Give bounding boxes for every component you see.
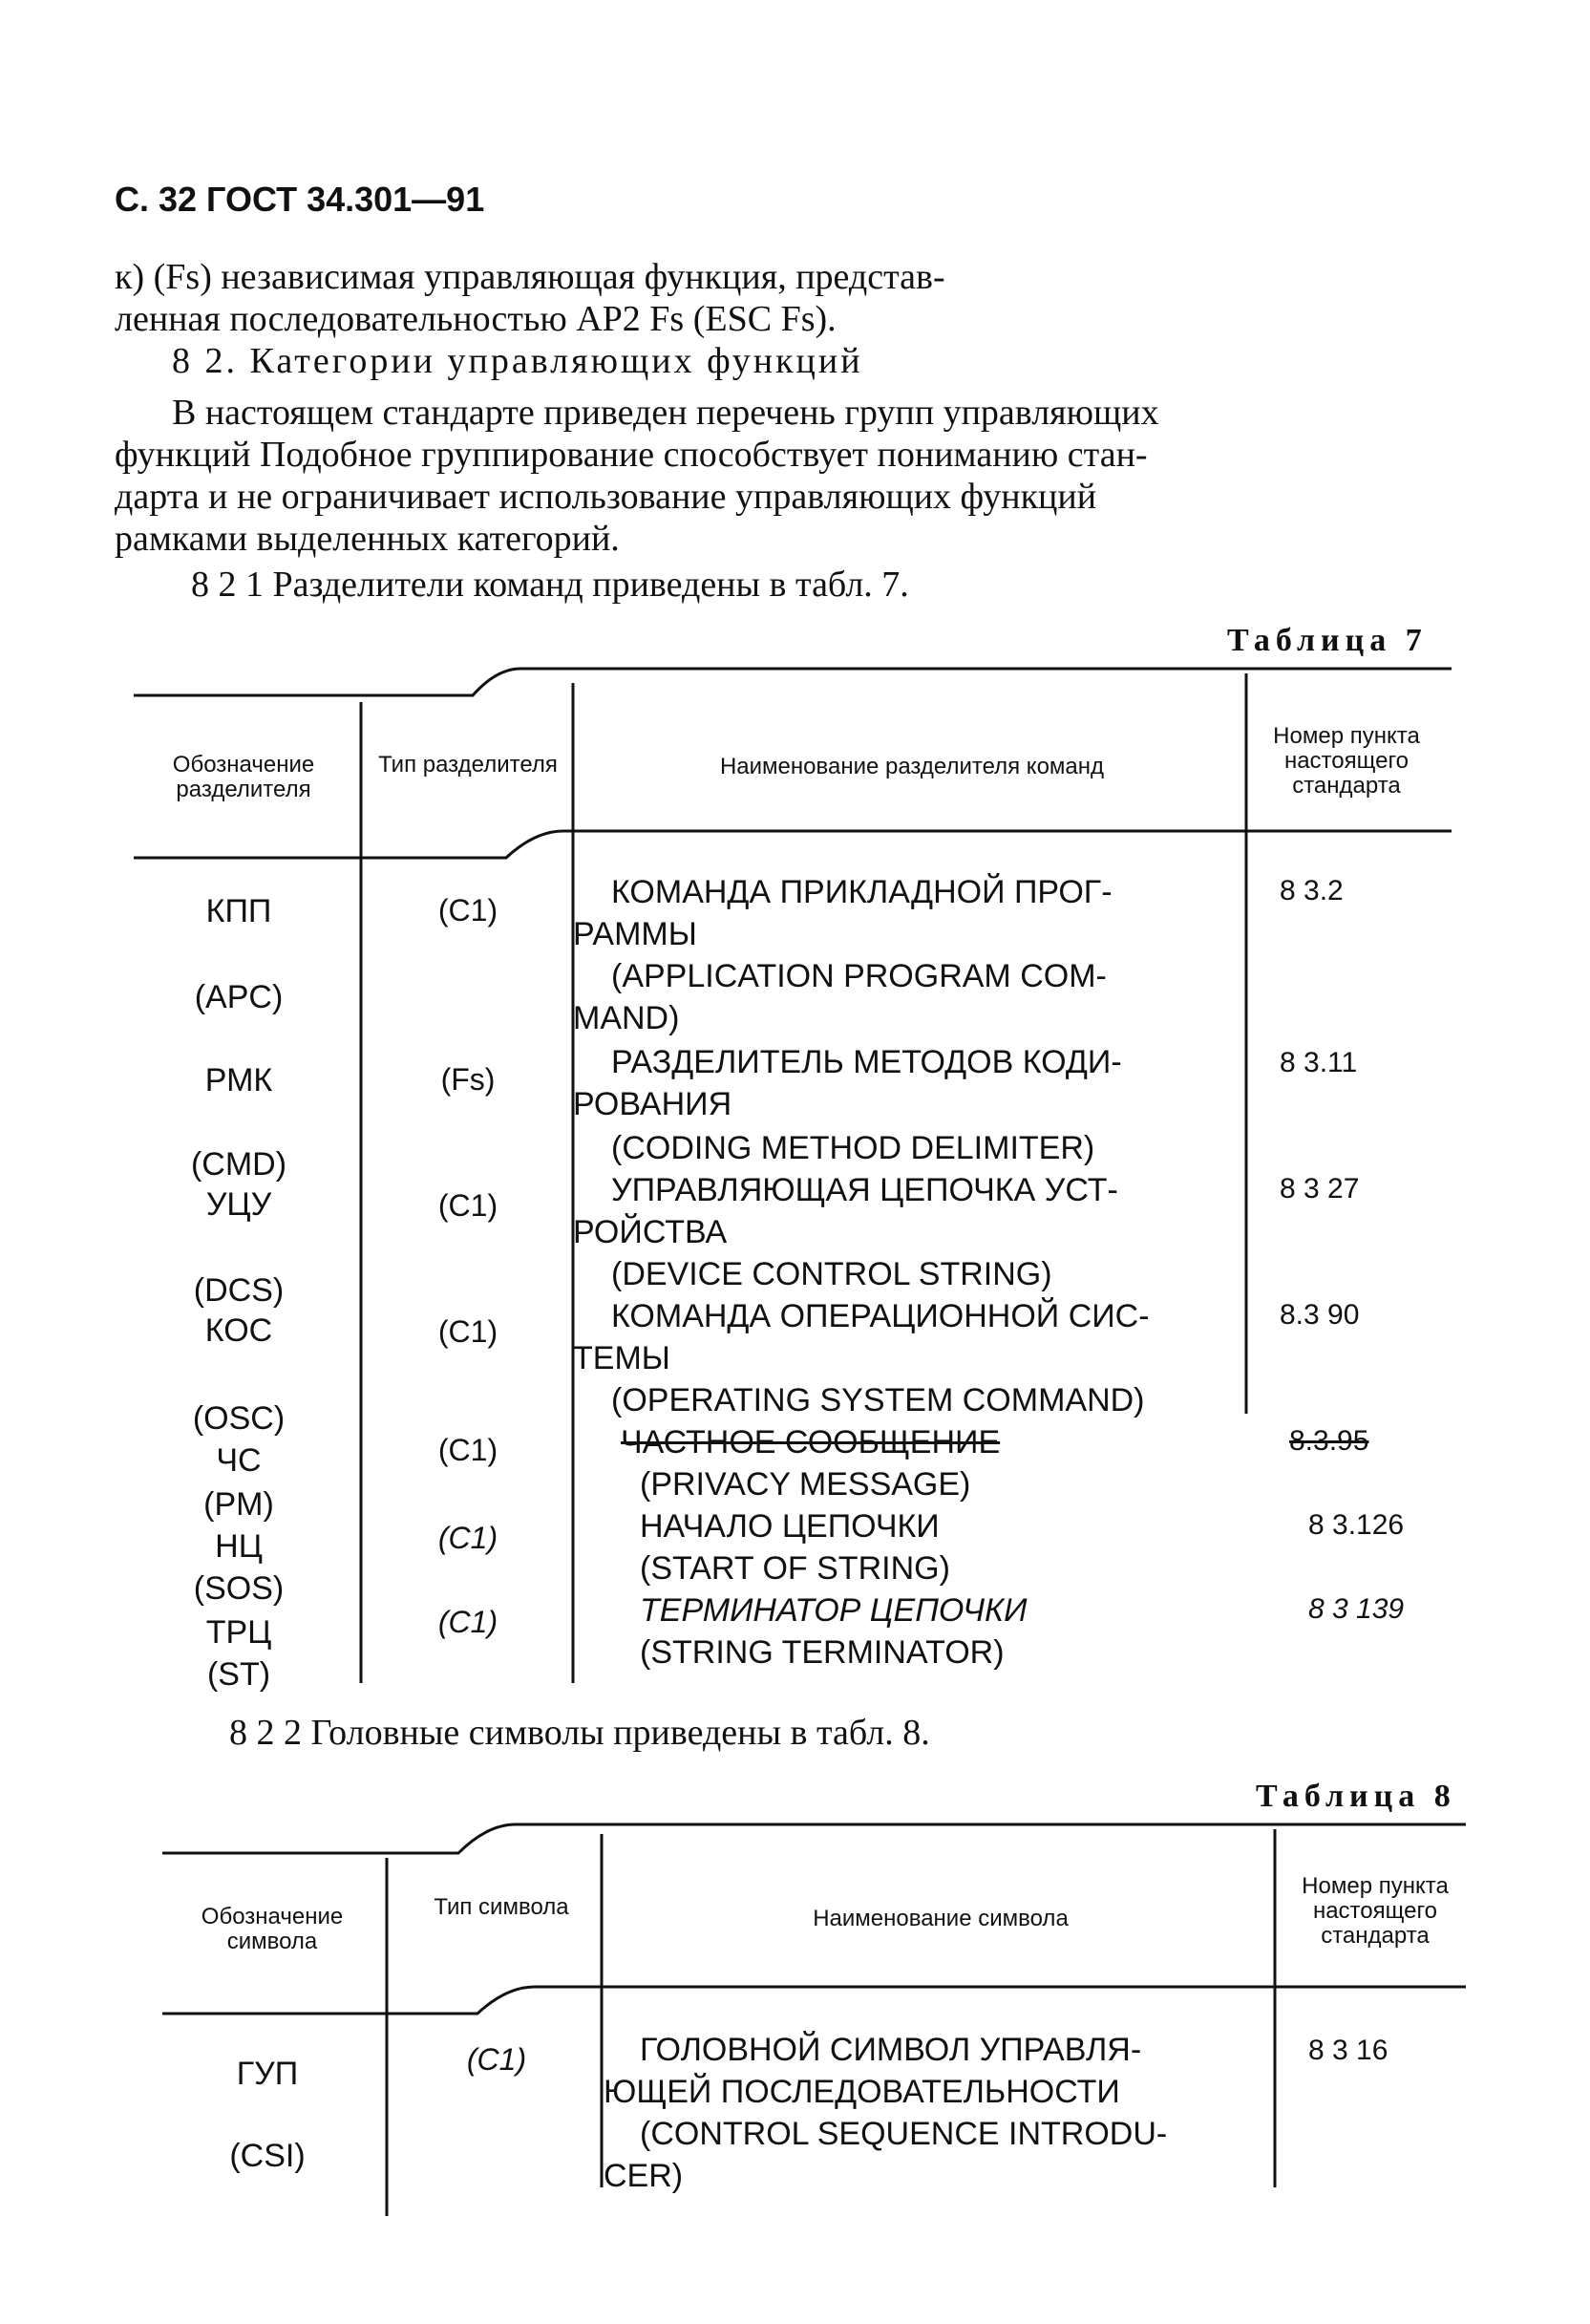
cell-code-en: (CSI) [229,2138,306,2174]
cell-code-en: (ST) [206,1656,271,1693]
cell-code-en: (APC) [194,979,284,1015]
cell-type: (C1) [437,893,498,927]
cell-name: РОЙСТВА [573,1214,728,1250]
cell-num: 8 3.2 [1280,875,1344,906]
text-line: 8 2 2 Головные символы приведены в табл. 8. [229,1713,930,1753]
cell-type: (C1) [437,1521,498,1555]
table8-header-code: Обозначение символа [201,1904,344,1954]
cell-code: ГУП [236,2056,299,2092]
table7-header-name: Наименование разделителя команд [719,754,1105,779]
cell-name: ТЕМЫ [573,1340,670,1376]
cell-name: РОВАНИЯ [573,1086,732,1122]
cell-num: 8.3 90 [1280,1299,1360,1331]
cell-code-en: (DCS) [193,1272,285,1309]
cell-num: 8 3 139 [1308,1593,1405,1625]
text-line: дарта и не ограничивает использование управляющих функций [115,477,1097,517]
cell-code: КОС [204,1312,273,1349]
cell-type: (C1) [437,1188,498,1223]
text-line: к) (Fs) независимая управляющая функция, представ- [115,257,945,297]
text-line: 8 2 1 Разделители команд приведены в табл. 7. [191,565,909,605]
cell-code-en: (SOS) [193,1570,285,1607]
cell-name: (PRIVACY MESSAGE) [640,1466,971,1503]
cell-num: 8 3 27 [1280,1173,1360,1205]
text-line: функций Подобное группирование способствует пониманию стан- [115,435,1148,475]
cell-code: ЧС [216,1442,262,1479]
cell-name: (CODING METHOD DELIMITER) [611,1130,1095,1166]
cell-name: КОМАНДА ОПЕРАЦИОННОЙ СИС- [611,1298,1150,1334]
table7-header-rule [134,831,1452,858]
cell-name: ТЕРМИНАТОР ЦЕПОЧКИ [640,1592,1028,1629]
cell-code: УЦУ [205,1186,272,1223]
table8-header-rule [162,1987,1466,2014]
cell-name: РАММЫ [573,916,697,952]
cell-code-en: (OSC) [192,1400,286,1437]
table8-title: Таблица 8 [1256,1779,1456,1814]
cell-name: РАЗДЕЛИТЕЛЬ МЕТОДОВ КОДИ- [611,1044,1122,1080]
cell-name: КОМАНДА ПРИКЛАДНОЙ ПРОГ- [611,874,1113,910]
cell-name: (CONTROL SEQUENCE INTRODU- [640,2116,1168,2152]
cell-name: ГОЛОВНОЙ СИМВОЛ УПРАВЛЯ- [640,2032,1142,2068]
cell-code-en: (CMD) [190,1146,287,1183]
cell-name: НАЧАЛО ЦЕПОЧКИ [640,1508,940,1545]
cell-num: 8 3.11 [1280,1047,1358,1078]
cell-code-en: (PM) [203,1486,274,1523]
cell-name: (START OF STRING) [640,1550,950,1587]
cell-type: (C1) [466,2042,527,2077]
table8-top-rule [162,1824,1466,1853]
cell-name: ЧАСТНОЕ СООБЩЕНИЕ [621,1424,1001,1460]
cell-type: (C1) [437,1433,498,1467]
table8-header-num: Номер пункта настоящего стандарта [1302,1873,1449,1949]
table7-header-num: Номер пункта настоящего стандарта [1273,723,1420,799]
cell-code: ТРЦ [205,1614,272,1651]
cell-name: (OPERATING SYSTEM COMMAND) [611,1382,1145,1418]
cell-name: УПРАВЛЯЮЩАЯ ЦЕПОЧКА УСТ- [611,1172,1118,1208]
table7-header-type: Тип разделителя [378,752,558,778]
cell-type: (C1) [437,1605,498,1639]
cell-type: (Fs) [440,1062,496,1097]
cell-type: (C1) [437,1314,498,1349]
text-line: рамками выделенных категорий. [115,519,620,559]
table7-header-code: Обозначение разделителя [172,752,315,802]
cell-num: 8 3.126 [1308,1509,1405,1541]
cell-name: MAND) [573,1000,680,1036]
table7-top-rule [134,669,1452,695]
text-line: ленная последовательностью АР2 Fs (ESC Fs). [115,299,837,339]
cell-name: CER) [604,2158,684,2194]
cell-num: 8 3 16 [1308,2035,1389,2066]
table7-title: Таблица 7 [1227,623,1428,658]
section-heading: 8 2. Категории управляющих функций [172,341,863,381]
table8-header-name: Наименование символа [813,1906,1069,1931]
cell-name: (APPLICATION PROGRAM COM- [611,958,1107,994]
cell-name: ЮЩЕЙ ПОСЛЕДОВАТЕЛЬНОСТИ [604,2074,1120,2110]
text-line: В настоящем стандарте приведен перечень групп управляющих [172,393,1159,433]
page-header: С. 32 ГОСТ 34.301—91 [115,180,485,219]
cell-code: НЦ [215,1528,263,1565]
cell-name: (DEVICE CONTROL STRING) [611,1256,1052,1292]
cell-code: РМК [204,1062,273,1098]
table8-header-type: Тип символа [434,1894,569,1920]
cell-code: КПП [205,893,272,929]
cell-name: (STRING TERMINATOR) [640,1634,1005,1671]
cell-num: 8.3.95 [1289,1425,1369,1457]
